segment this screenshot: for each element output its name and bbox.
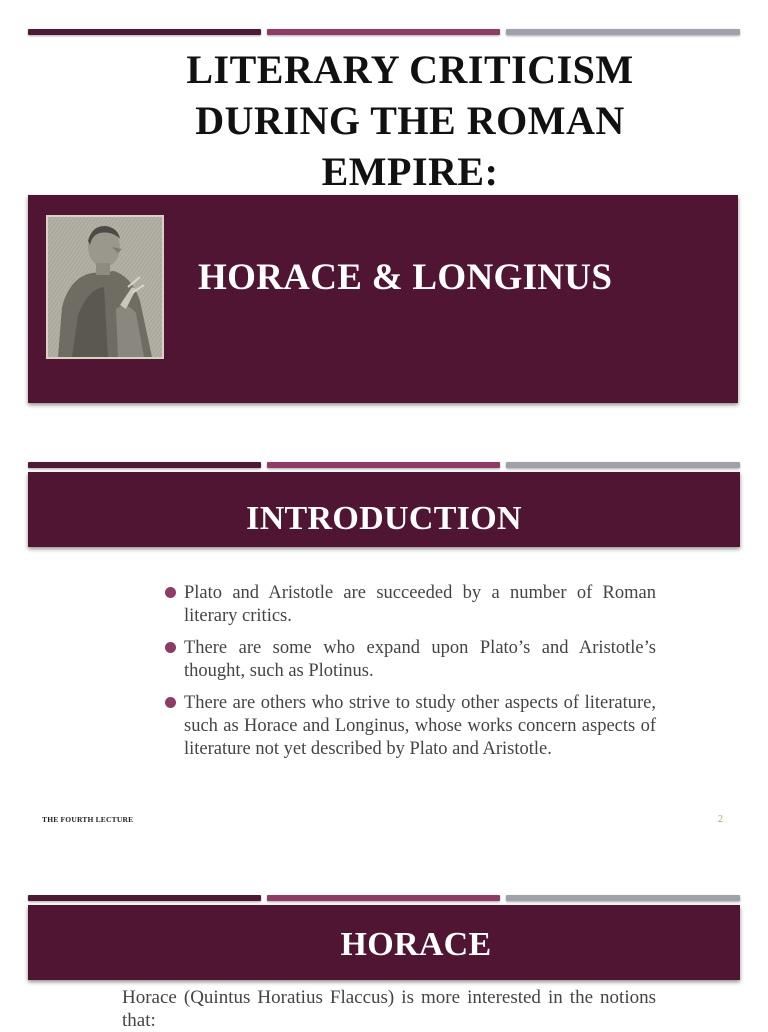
bullet-text: There are others who strive to study other aspects of literature, such as Horace and Longinus, whose works concern aspects of literature not yet described by Plato and Aristotle. — [184, 693, 656, 759]
footer-lecture-label: THE FOURTH LECTURE — [42, 815, 134, 824]
title-line-3: EMPIRE: — [321, 149, 499, 194]
title-line-1: LITERARY CRITICISM — [186, 47, 634, 92]
accent-stripe-grey — [506, 29, 740, 35]
horace-portrait-image — [46, 215, 164, 359]
accent-stripe-dark — [28, 29, 261, 35]
accent-stripe-mid — [267, 462, 500, 468]
bullet-text: Plato and Aristotle are succeeded by a number of Roman literary critics. — [184, 583, 656, 626]
bullet-text: There are some who expand upon Plato’s and Aristotle’s thought, such as Plotinus. — [184, 638, 656, 681]
horace-body-text: Horace (Quintus Horatius Flaccus) is more interested in the notions that: — [122, 987, 656, 1031]
list-item — [162, 582, 656, 628]
introduction-bullet-list — [162, 582, 656, 770]
accent-stripe-grey — [506, 462, 740, 468]
accent-stripe-dark — [28, 895, 261, 901]
accent-stripe-dark — [28, 462, 261, 468]
bullet-dot-icon — [165, 642, 176, 653]
slide-subtitle: HORACE & LONGINUS — [198, 257, 613, 298]
accent-stripe-grey — [506, 895, 740, 901]
page-number: 2 — [718, 814, 723, 825]
horace-heading: HORACE — [340, 926, 492, 963]
list-item — [162, 692, 656, 761]
introduction-heading: INTRODUCTION — [246, 500, 522, 537]
bullet-dot-icon — [165, 587, 176, 598]
accent-stripe-mid — [267, 895, 500, 901]
bullet-dot-icon — [165, 697, 176, 708]
list-item — [162, 637, 656, 683]
title-line-2: DURING THE ROMAN — [195, 98, 625, 143]
accent-stripe-mid — [267, 29, 500, 35]
portrait-engraving — [48, 217, 162, 357]
slide-title — [120, 44, 700, 197]
